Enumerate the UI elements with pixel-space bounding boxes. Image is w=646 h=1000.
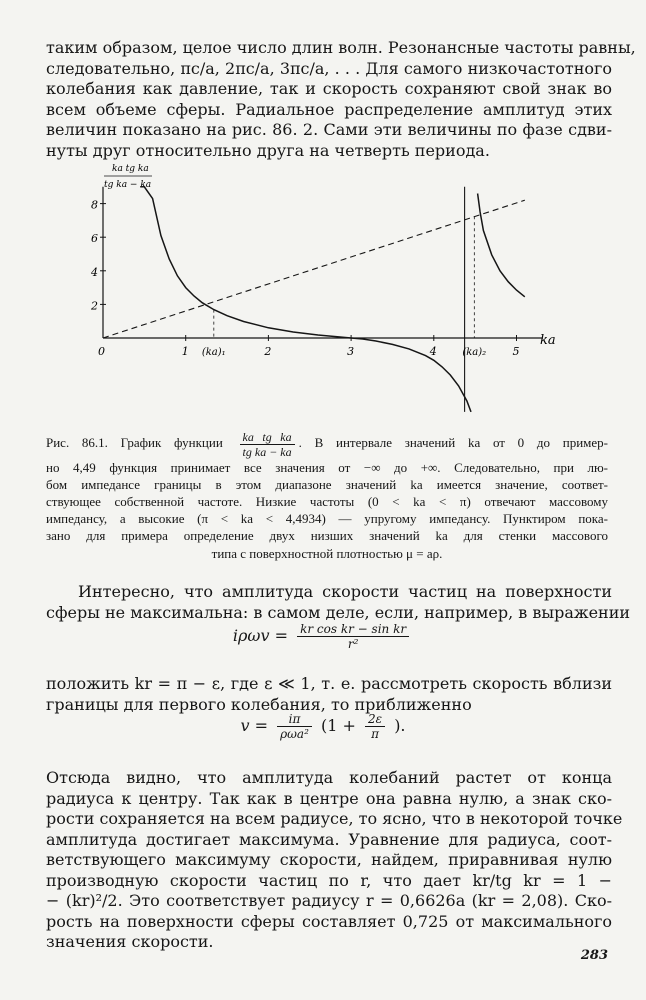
formula-lhs: v = xyxy=(240,716,268,735)
text-line: значения скорости. xyxy=(46,932,214,951)
text-line: Интересно, что амплитуда скорости частиц на поверхности xyxy=(78,582,612,601)
page-number: 283 xyxy=(580,948,608,963)
paragraph-2 xyxy=(46,582,631,623)
annotation-label: (ka)₂ xyxy=(462,347,487,358)
caption-line-1 xyxy=(46,428,608,459)
function-curve xyxy=(478,194,525,297)
x-tick-label: 2 xyxy=(264,345,272,358)
caption-fraction-numerator: ka tg ka xyxy=(240,430,295,445)
text-line: Отсюда видно, что амплитуда колебаний растет от конца xyxy=(46,768,612,787)
text-line: ветствующего максимуму скорости, найдем, приравнивая нулю xyxy=(46,850,612,869)
text-line: нуты друг относительно друга на четверть периода. xyxy=(46,140,490,160)
formula-numerator: iπ xyxy=(277,712,312,727)
text-line: − (kr)²/2. Это соответствует радиусу r = 0,6626a (kr = 2,08). Ско- xyxy=(46,891,612,910)
y-axis-label-denominator: tg ka − ka xyxy=(104,180,152,190)
text-line: сферы не максимальна: в самом деле, если, например, в выражении xyxy=(46,602,631,622)
formula-numerator: 2ε xyxy=(365,712,385,727)
y-tick-label: 8 xyxy=(91,198,98,212)
formula-fraction xyxy=(297,622,409,651)
figure-caption xyxy=(46,428,608,562)
figure-86-1-chart xyxy=(0,158,646,428)
top-paragraph xyxy=(46,38,636,161)
text-line: границы для первого колебания, то приближенно xyxy=(46,694,472,714)
y-tick-label: 4 xyxy=(91,265,98,279)
text-line: следовательно, πc/a, 2πc/a, 3πc/a, . . . Для самого низкочастотного xyxy=(46,58,612,78)
formula-velocity-expression xyxy=(0,622,646,651)
caption-fraction-denominator: tg ka − ka xyxy=(242,444,292,459)
text-line: радиуса к центру. Так как в центре она равна нулю, а знак ско- xyxy=(46,788,612,808)
formula-paren-open: (1 + xyxy=(321,716,356,735)
caption-suffix: . В интервале значений ka от 0 до пример- xyxy=(298,435,608,450)
caption-line: бом импедансе границы в этом диапазоне значений ka имеется значение, соответ- xyxy=(46,476,608,492)
formula-paren-close: ). xyxy=(394,716,406,735)
text-line: величин показано на рис. 86. 2. Сами эти величины по фазе сдви- xyxy=(46,120,612,139)
formula-denominator: r² xyxy=(347,637,359,651)
formula-fraction xyxy=(277,712,312,741)
y-tick-label: 2 xyxy=(91,299,98,313)
caption-fraction xyxy=(240,430,295,459)
text-line: амплитуда достигает максимума. Уравнение для радиуса, соот- xyxy=(46,829,612,849)
caption-line: ствующее собственной частоте. Низкие частоты (0 < ka < π) отвечают массовому xyxy=(46,493,608,509)
text-line: колебания как давление, так и скорость сохраняют свой знак во xyxy=(46,79,612,98)
x-tick-label: 0 xyxy=(98,345,105,358)
caption-prefix: Рис. 86.1. График функции xyxy=(46,435,223,450)
x-tick-label: 4 xyxy=(429,345,437,358)
paragraph-3 xyxy=(46,674,612,715)
x-tick-label: 1 xyxy=(181,345,189,358)
y-axis-label-numerator: ka tg ka xyxy=(112,164,149,174)
x-tick-label: 5 xyxy=(512,345,520,358)
text-line: таким образом, целое число длин волн. Резонансные частоты равны, xyxy=(46,38,636,57)
formula-numerator: kr cos kr − sin kr xyxy=(297,622,409,637)
text-line: рости сохраняется на всем радиусе, то ясно, что в некоторой точке xyxy=(46,809,623,828)
formula-denominator: π xyxy=(371,727,379,741)
text-line: рость на поверхности сферы составляет 0,725 от максимального xyxy=(46,911,612,931)
y-tick-label: 6 xyxy=(91,232,98,246)
formula-fraction xyxy=(365,712,385,741)
text-line: положить kr = π − ε, где ε ≪ 1, т. е. рассмотреть скорость вблизи xyxy=(46,674,612,693)
x-axis-label: ka xyxy=(540,333,556,348)
caption-line: импедансу, а высокие (π < ka < 4,4934) — упругому импедансу. Пунктиром пока- xyxy=(46,511,608,527)
function-curve xyxy=(140,187,471,412)
paragraph-4 xyxy=(46,768,623,953)
formula-lhs: iρωv = xyxy=(232,626,289,645)
annotation-label: (ka)₁ xyxy=(201,347,226,358)
caption-line: но 4,49 функция принимает все значения от −∞ до +∞. Следовательно, при лю- xyxy=(46,459,608,475)
caption-line: типа с поверхностной плотностью μ = aρ. xyxy=(211,545,443,561)
formula-denominator: ρωa² xyxy=(280,727,309,741)
dashed-series-line xyxy=(103,200,525,338)
x-tick-label: 3 xyxy=(347,345,355,358)
caption-line: зано для примера определение двух низших значений ka для стенки массового xyxy=(46,528,608,544)
text-line: производную скорости частиц по r, что дает kr/tg kr = 1 − xyxy=(46,870,612,890)
formula-approximation xyxy=(0,712,646,741)
text-line: всем объеме сферы. Радиальное распределение амплитуд этих xyxy=(46,99,612,119)
